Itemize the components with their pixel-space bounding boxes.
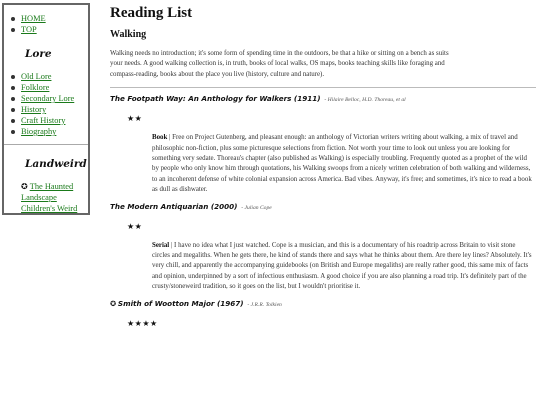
star-badge-icon: ✪: [21, 182, 28, 191]
entry-heading: [110, 94, 536, 105]
entry-heading: [110, 299, 536, 310]
entry-description: [152, 133, 534, 195]
sidebar-landweird-links: [21, 181, 88, 214]
section-divider: [110, 87, 536, 88]
sidebar-link-biography[interactable]: Biography: [21, 127, 57, 136]
sidebar-heading-landweird: Landweird: [25, 158, 87, 170]
sidebar-top-links: [21, 13, 88, 35]
sidebar-link-home[interactable]: HOME: [21, 14, 46, 23]
entry-heading: [110, 202, 536, 213]
entry-author: - Hilaire Belloc, H.D. Thoreau, et al: [324, 97, 406, 104]
page-title: Reading List: [110, 5, 193, 21]
entry-title: The Footpath Way: An Anthology for Walkers (1911): [110, 94, 321, 104]
sidebar-heading-lore: Lore: [25, 48, 52, 60]
sidebar-link-history[interactable]: History: [21, 105, 47, 114]
sidebar-link-haunted-landscape[interactable]: The Haunted Landscape: [21, 182, 74, 202]
entry-author: - Julian Cope: [241, 204, 272, 211]
star-rating: ★★★★: [127, 318, 158, 328]
entry-text: | Free on Project Gutenberg, and pleasant enough: an anthology of Victorian writers writing about walking, a mix of travel and philosophic non-fiction, plus some picturesque selections from fiction. Not worth your time to look out unless you are looking for something very sedate. Thoreau's chapter (also published as Walking) is especially troubling. Frequently quoted as a prophet of the wild by people who only know him through quotations, his Walking swoops from a nicely written celebration of both walking and wilderness, to an incoherent defense of white colonial expansion across America. Bad vibes. Anyway, it's free; and sometimes, it's nice to read a book as dull as dishwater.: [152, 134, 532, 194]
sidebar-link-craft-history[interactable]: Craft History: [21, 116, 66, 125]
sidebar: [2, 3, 90, 215]
entry-kind: Serial: [152, 241, 170, 249]
sidebar-link-secondary-lore[interactable]: Secondary Lore: [21, 94, 75, 103]
sidebar-divider: [4, 144, 90, 145]
entry-description: [152, 241, 534, 293]
sidebar-link-childrens-weird[interactable]: Children's Weird: [21, 204, 78, 213]
star-rating: ★★: [127, 221, 143, 231]
star-rating: ★★: [127, 114, 143, 124]
entry-footpath-way: [110, 94, 536, 195]
entry-kind: Book: [152, 134, 168, 142]
entry-author: - J.R.R. Tolkien: [247, 301, 282, 308]
main-content: [110, 0, 536, 328]
entry-title: The Modern Antiquarian (2000): [110, 201, 238, 211]
sidebar-lore-links: [21, 71, 88, 137]
section-intro: Walking needs no introduction; it's some form of spending time in the outdoors, be that a hike or sitting on a bench as suits your needs. A good walking collection is, in truth, books of local walks, OS maps, books teaching skills like foraging and compass-reading, books about the place you live (history, culture and nature).: [110, 50, 449, 78]
recommended-icon: ✪: [110, 298, 117, 308]
entry-smith-of-wootton-major: [110, 299, 536, 328]
section-title: Walking: [110, 29, 147, 40]
entry-title: Smith of Wootton Major (1967): [117, 298, 244, 308]
sidebar-link-folklore[interactable]: Folklore: [21, 83, 50, 92]
sidebar-link-old-lore[interactable]: Old Lore: [21, 72, 52, 81]
entry-modern-antiquarian: [110, 202, 536, 293]
entry-text: | I have no idea what I just watched. Cope is a musician, and this is a documentary of his roadtrip across Britain to visit stone circles and megaliths. When he gets there, he kind of stands there and says what he thinks about them. Are there ley lines? Absolutely. It's very chill, and apparently the accompanying guidebooks (on British and Europe megaliths) are really rather good, this same mix of facts and opinion, underpinned by a sort of infectious enthusiasm. A good choice if you are also planning a road trip. It's definitely part of the crusty/stoneweird tradition, so it goes on the list, but I wouldn't prioritise it.: [152, 241, 532, 291]
sidebar-link-top[interactable]: TOP: [21, 25, 37, 34]
